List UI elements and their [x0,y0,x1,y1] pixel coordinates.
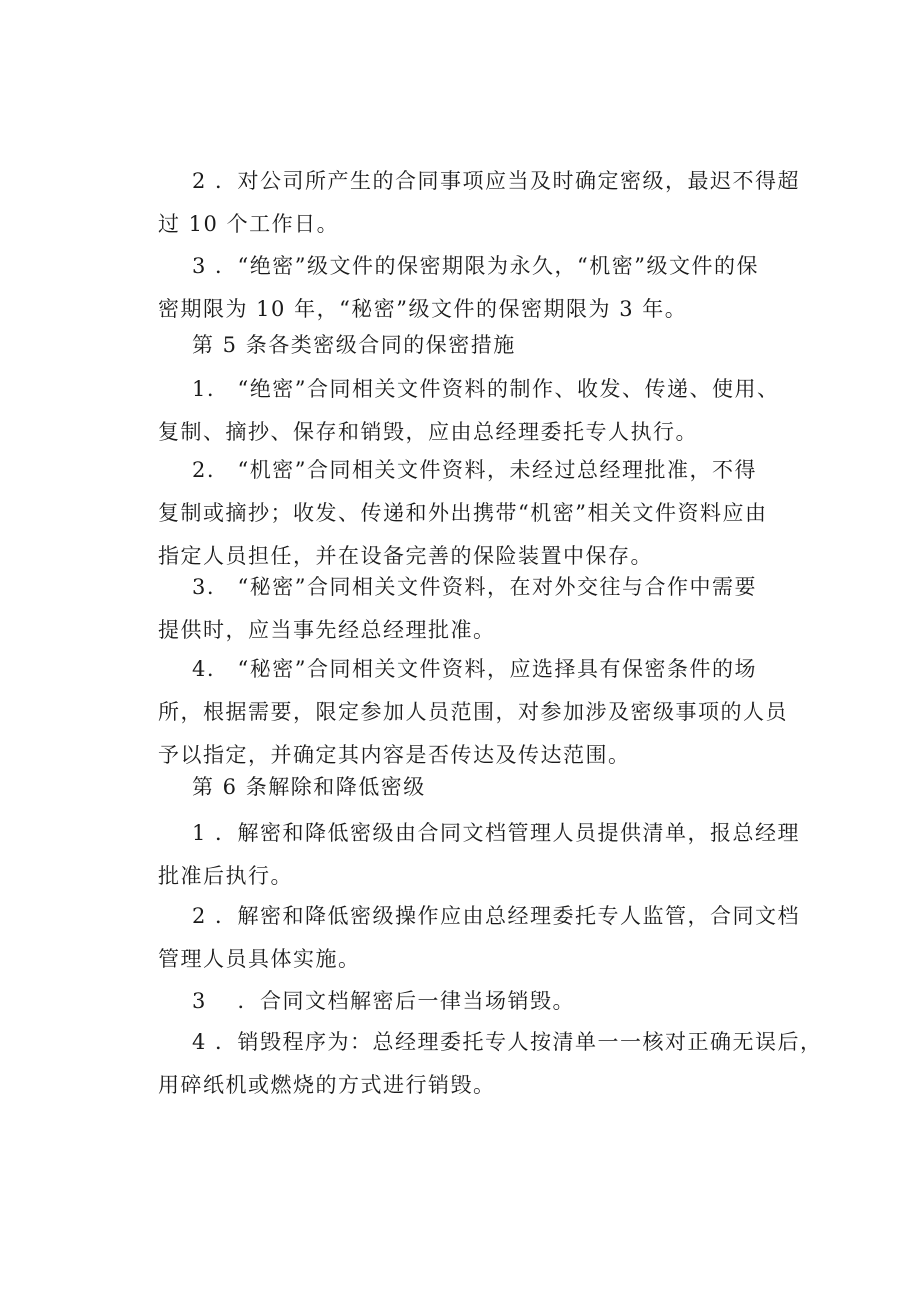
paragraph-line: 1. “绝密”合同相关文件资料的制作、收发、传递、使用、 [192,377,780,401]
paragraph-line: 批准后执行。 [158,864,293,888]
paragraph-line: 复制或摘抄；收发、传递和外出携带“机密”相关文件资料应由 [158,501,768,525]
paragraph-line: 2. “机密”合同相关文件资料，未经过总经理批准，不得 [192,458,758,482]
paragraph-line: 2 ．对公司所产生的合同事项应当及时确定密级，最迟不得超 [192,169,801,193]
paragraph-destroy-on-site [158,980,778,1023]
paragraph-line: 3. “秘密”合同相关文件资料，在对外交往与合作中需要 [192,575,758,599]
paragraph-line: 4 ．销毁程序为：总经理委托专人按清单一一核对正确无误后， [192,1030,823,1054]
article-5-heading [158,324,778,367]
paragraph-line: 提供时，应当事先经总经理批准。 [158,618,496,642]
paragraph-destruction-procedure [158,1021,823,1107]
heading-text: 第 6 条解除和降低密级 [192,775,426,799]
paragraph-declassify-supervision [158,895,801,981]
paragraph-line: 4. “秘密”合同相关文件资料，应选择具有保密条件的场 [192,657,758,681]
paragraph-confidential-measures [158,449,778,578]
paragraph-line: 管理人员具体实施。 [158,947,361,971]
paragraph-secret-meeting [158,648,788,777]
paragraph-line: 过 10 个工作日。 [158,212,340,236]
paragraph-deadline [158,160,801,246]
paragraph-line: 用碎纸机或燃烧的方式进行销毁。 [158,1073,496,1097]
paragraph-line: 复制、摘抄、保存和销毁，应由总经理委托专人执行。 [158,420,698,444]
paragraph-line: 予以指定，并确定其内容是否传达及传达范围。 [158,743,631,767]
heading-text: 第 5 条各类密级合同的保密措施 [192,333,516,357]
paragraph-declassify-list [158,812,801,898]
paragraph-line: 所，根据需要，限定参加人员范围，对参加涉及密级事项的人员 [158,700,788,724]
paragraph-top-secret-measures [158,368,778,454]
paragraph-retention-period [158,245,778,331]
paragraph-line: 3 ．合同文档解密后一律当场销毁。 [192,989,576,1013]
paragraph-line: 3 ．“绝密”级文件的保密期限为永久，“机密”级文件的保 [192,254,759,278]
paragraph-line: 2 ．解密和降低密级操作应由总经理委托专人监管，合同文档 [192,904,801,928]
paragraph-line: 1 ．解密和降低密级由合同文档管理人员提供清单，报总经理 [192,821,801,845]
paragraph-line: 密期限为 10 年，“秘密”级文件的保密期限为 3 年。 [158,297,688,321]
paragraph-line: 指定人员担任，并在设备完善的保险装置中保存。 [158,544,653,568]
paragraph-secret-external [158,566,778,652]
article-6-heading [158,766,778,809]
